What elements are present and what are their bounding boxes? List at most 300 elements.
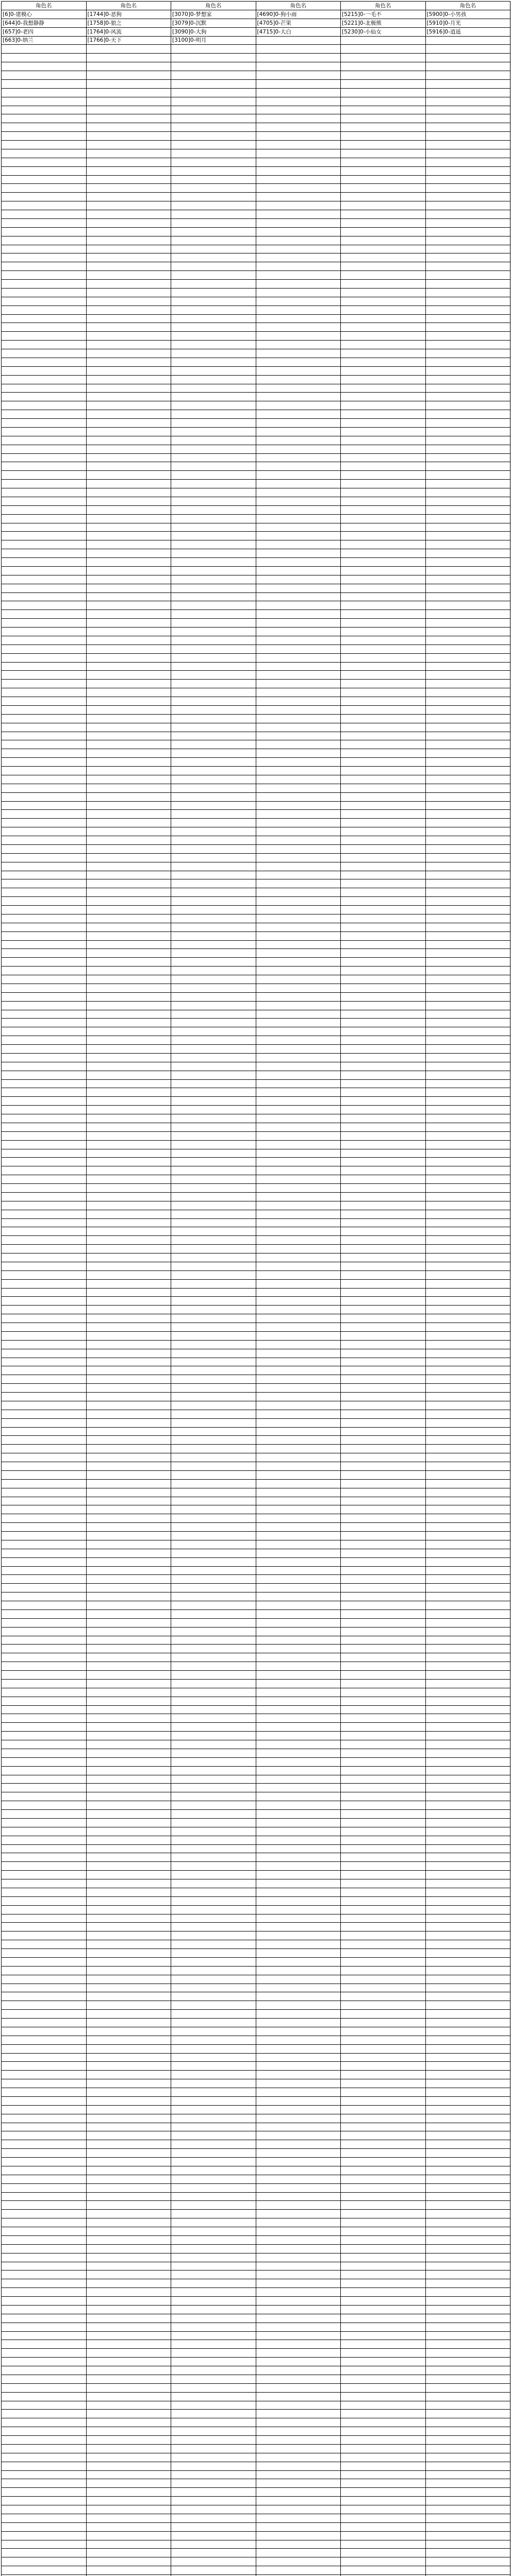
table-cell bbox=[171, 158, 256, 166]
table-cell bbox=[86, 271, 171, 280]
table-cell bbox=[425, 341, 510, 349]
table-cell bbox=[256, 967, 341, 975]
table-cell bbox=[425, 2227, 510, 2236]
table-cell bbox=[2, 1732, 87, 1740]
table-cell bbox=[171, 401, 256, 410]
table-cell bbox=[256, 1114, 341, 1123]
table-cell bbox=[171, 1384, 256, 1393]
table-cell bbox=[2, 1862, 87, 1871]
table-cell bbox=[425, 2071, 510, 2079]
table-cell bbox=[171, 2279, 256, 2288]
table-cell bbox=[341, 2470, 426, 2479]
table-cell bbox=[425, 575, 510, 584]
table-cell bbox=[256, 201, 341, 210]
table-cell bbox=[256, 97, 341, 106]
table-cell bbox=[2, 1192, 87, 1201]
table-cell bbox=[256, 1940, 341, 1949]
table-cell bbox=[425, 1427, 510, 1436]
table-cell bbox=[86, 1923, 171, 1931]
table-cell bbox=[341, 1636, 426, 1645]
table-row bbox=[2, 566, 510, 575]
table-cell bbox=[256, 358, 341, 366]
table-cell bbox=[86, 2314, 171, 2323]
table-cell bbox=[341, 1306, 426, 1314]
table-cell bbox=[86, 671, 171, 680]
table-cell bbox=[256, 940, 341, 949]
table-cell bbox=[171, 1766, 256, 1775]
table-cell bbox=[341, 2053, 426, 2062]
table-cell bbox=[256, 2557, 341, 2566]
table-cell bbox=[425, 844, 510, 853]
table-cell bbox=[341, 749, 426, 758]
table-cell bbox=[171, 1393, 256, 1401]
table-cell bbox=[341, 1557, 426, 1566]
table-cell bbox=[341, 2479, 426, 2488]
table-cell bbox=[86, 1792, 171, 1801]
table-cell bbox=[341, 1071, 426, 1079]
table-cell bbox=[425, 2210, 510, 2218]
table-cell bbox=[86, 1175, 171, 1184]
table-cell bbox=[425, 801, 510, 810]
table-cell bbox=[256, 610, 341, 619]
table-cell bbox=[86, 549, 171, 558]
table-row bbox=[2, 210, 510, 219]
table-row bbox=[2, 558, 510, 567]
table-cell bbox=[425, 149, 510, 158]
table-cell bbox=[256, 505, 341, 514]
table-cell bbox=[341, 2522, 426, 2531]
table-cell bbox=[425, 2358, 510, 2366]
table-row bbox=[2, 1992, 510, 2001]
table-cell bbox=[171, 1896, 256, 1905]
table-cell bbox=[256, 1853, 341, 1862]
table-cell bbox=[171, 1175, 256, 1184]
table-cell bbox=[2, 1462, 87, 1471]
table-cell bbox=[2, 984, 87, 992]
table-cell bbox=[2, 462, 87, 471]
table-cell bbox=[2, 1262, 87, 1270]
table-cell bbox=[86, 1479, 171, 1488]
table-cell bbox=[341, 271, 426, 280]
table-cell bbox=[86, 958, 171, 967]
table-cell bbox=[86, 1375, 171, 1384]
table-cell bbox=[171, 341, 256, 349]
table-cell bbox=[425, 1836, 510, 1844]
table-cell bbox=[341, 36, 426, 45]
table-cell bbox=[341, 1253, 426, 1262]
table-row bbox=[2, 767, 510, 775]
table-row bbox=[2, 1592, 510, 1601]
table-cell bbox=[256, 792, 341, 801]
table-cell bbox=[171, 2488, 256, 2497]
table-row bbox=[2, 1131, 510, 1140]
table-cell bbox=[256, 1844, 341, 1853]
table-row bbox=[2, 2305, 510, 2314]
table-cell bbox=[2, 1149, 87, 1158]
table-row bbox=[2, 1679, 510, 1688]
table-cell bbox=[341, 1192, 426, 1201]
table-cell bbox=[256, 514, 341, 523]
table-cell bbox=[425, 210, 510, 219]
table-cell bbox=[86, 967, 171, 975]
table-cell bbox=[171, 1497, 256, 1505]
table-cell bbox=[86, 2358, 171, 2366]
table-cell bbox=[425, 2166, 510, 2175]
table-cell bbox=[341, 975, 426, 984]
table-cell bbox=[171, 505, 256, 514]
table-cell bbox=[425, 2497, 510, 2505]
table-cell bbox=[171, 958, 256, 967]
table-cell bbox=[425, 740, 510, 749]
table-cell bbox=[171, 349, 256, 358]
table-row bbox=[2, 1331, 510, 1340]
table-cell bbox=[2, 2262, 87, 2270]
table-cell bbox=[2, 819, 87, 827]
table-row bbox=[2, 1636, 510, 1645]
table-cell bbox=[341, 784, 426, 792]
table-cell bbox=[341, 193, 426, 201]
table-cell bbox=[341, 1514, 426, 1523]
table-cell bbox=[171, 697, 256, 706]
table-cell bbox=[171, 1662, 256, 1671]
table-cell bbox=[425, 2270, 510, 2279]
table-cell bbox=[2, 166, 87, 175]
table-cell bbox=[425, 2183, 510, 2192]
table-row bbox=[2, 1488, 510, 1497]
table-cell bbox=[341, 1131, 426, 1140]
table-cell bbox=[256, 2349, 341, 2358]
table-row bbox=[2, 27, 510, 36]
table-cell bbox=[2, 1453, 87, 1462]
table-cell bbox=[86, 1323, 171, 1332]
table-cell: [5215]0-一毛不 bbox=[341, 10, 426, 19]
table-cell bbox=[425, 1609, 510, 1618]
table-cell bbox=[86, 1062, 171, 1071]
table-cell bbox=[171, 184, 256, 193]
table-cell bbox=[2, 1079, 87, 1088]
table-cell bbox=[256, 1149, 341, 1158]
table-row bbox=[2, 540, 510, 549]
table-cell bbox=[425, 1853, 510, 1862]
table-row bbox=[2, 2019, 510, 2027]
table-cell bbox=[425, 2010, 510, 2019]
table-cell bbox=[86, 688, 171, 697]
table-cell bbox=[2, 1279, 87, 1288]
table-cell bbox=[256, 575, 341, 584]
table-cell bbox=[86, 410, 171, 419]
table-cell bbox=[341, 888, 426, 897]
table-cell bbox=[425, 2349, 510, 2358]
table-cell bbox=[425, 714, 510, 723]
table-cell bbox=[341, 2340, 426, 2349]
table-cell bbox=[2, 1532, 87, 1540]
table-cell bbox=[341, 532, 426, 540]
table-cell bbox=[171, 906, 256, 914]
table-cell bbox=[256, 114, 341, 123]
table-cell bbox=[86, 505, 171, 514]
table-cell bbox=[256, 732, 341, 740]
table-cell bbox=[171, 1836, 256, 1844]
table-cell bbox=[425, 1393, 510, 1401]
table-cell bbox=[341, 358, 426, 366]
table-cell bbox=[2, 393, 87, 401]
table-cell bbox=[341, 758, 426, 767]
table-cell bbox=[256, 1340, 341, 1349]
table-row bbox=[2, 1966, 510, 1975]
table-cell bbox=[425, 306, 510, 314]
table-cell bbox=[86, 836, 171, 845]
table-cell bbox=[86, 1097, 171, 1106]
table-row bbox=[2, 1192, 510, 1201]
table-row bbox=[2, 1514, 510, 1523]
table-cell bbox=[256, 1566, 341, 1575]
table-cell bbox=[256, 2192, 341, 2201]
table-cell bbox=[256, 1505, 341, 1514]
table-cell bbox=[171, 862, 256, 871]
table-cell bbox=[425, 2244, 510, 2253]
table-cell bbox=[425, 297, 510, 306]
table-cell bbox=[256, 1627, 341, 1636]
table-cell bbox=[86, 906, 171, 914]
table-row bbox=[2, 1914, 510, 1923]
table-cell bbox=[171, 2010, 256, 2019]
table-row bbox=[2, 2201, 510, 2210]
table-row bbox=[2, 1384, 510, 1393]
table-cell bbox=[425, 505, 510, 514]
table-row bbox=[2, 306, 510, 314]
table-cell bbox=[2, 54, 87, 62]
table-row bbox=[2, 1853, 510, 1862]
table-cell bbox=[341, 967, 426, 975]
table-cell bbox=[86, 1245, 171, 1253]
table-cell bbox=[425, 1914, 510, 1923]
table-cell bbox=[86, 2392, 171, 2401]
table-cell bbox=[86, 1158, 171, 1166]
table-cell bbox=[341, 401, 426, 410]
table-cell bbox=[425, 975, 510, 984]
table-row bbox=[2, 810, 510, 819]
table-cell bbox=[171, 2314, 256, 2323]
table-cell bbox=[425, 1818, 510, 1827]
table-cell bbox=[425, 1375, 510, 1384]
table-row bbox=[2, 88, 510, 97]
table-cell bbox=[341, 2540, 426, 2549]
table-cell bbox=[86, 2044, 171, 2053]
table-cell bbox=[425, 1601, 510, 1610]
table-cell bbox=[2, 566, 87, 575]
table-row bbox=[2, 931, 510, 940]
table-cell bbox=[171, 2131, 256, 2140]
table-cell bbox=[425, 1957, 510, 1966]
table-cell bbox=[256, 1766, 341, 1775]
table-cell bbox=[2, 323, 87, 332]
table-cell bbox=[425, 2088, 510, 2097]
table-cell bbox=[341, 940, 426, 949]
table-cell bbox=[171, 1575, 256, 1584]
table-cell bbox=[86, 810, 171, 819]
table-cell bbox=[425, 1627, 510, 1636]
table-cell bbox=[171, 141, 256, 149]
table-cell bbox=[256, 1879, 341, 1888]
table-cell bbox=[256, 705, 341, 714]
table-cell bbox=[341, 1175, 426, 1184]
table-cell bbox=[171, 2401, 256, 2410]
table-row bbox=[2, 592, 510, 601]
table-cell bbox=[171, 1036, 256, 1045]
table-cell bbox=[171, 575, 256, 584]
table-cell bbox=[425, 323, 510, 332]
table-cell bbox=[171, 888, 256, 897]
table-cell bbox=[171, 480, 256, 488]
table-cell bbox=[256, 480, 341, 488]
table-cell bbox=[256, 2114, 341, 2123]
table-cell bbox=[86, 349, 171, 358]
table-row bbox=[2, 601, 510, 610]
table-cell bbox=[256, 236, 341, 245]
table-cell bbox=[425, 2053, 510, 2062]
table-cell bbox=[171, 2114, 256, 2123]
table-row bbox=[2, 288, 510, 297]
table-cell bbox=[2, 410, 87, 419]
table-cell bbox=[256, 2158, 341, 2166]
table-cell bbox=[171, 514, 256, 523]
table-cell bbox=[256, 1662, 341, 1671]
table-cell bbox=[341, 949, 426, 958]
table-cell bbox=[171, 2340, 256, 2349]
table-cell bbox=[2, 471, 87, 480]
table-cell bbox=[425, 749, 510, 758]
table-cell bbox=[2, 914, 87, 923]
table-cell bbox=[256, 584, 341, 592]
table-cell bbox=[86, 1071, 171, 1079]
table-cell bbox=[425, 940, 510, 949]
table-cell bbox=[2, 853, 87, 862]
table-cell bbox=[425, 523, 510, 532]
table-cell bbox=[256, 2027, 341, 2036]
table-cell bbox=[256, 1418, 341, 1427]
table-cell bbox=[171, 453, 256, 462]
table-cell bbox=[341, 332, 426, 341]
table-cell bbox=[171, 914, 256, 923]
table-cell bbox=[2, 2497, 87, 2505]
table-row bbox=[2, 1505, 510, 1514]
table-cell bbox=[171, 97, 256, 106]
table-cell bbox=[171, 714, 256, 723]
table-cell bbox=[341, 1279, 426, 1288]
table-cell bbox=[2, 2522, 87, 2531]
table-cell bbox=[341, 514, 426, 523]
table-cell bbox=[341, 636, 426, 645]
table-cell bbox=[341, 88, 426, 97]
table-cell bbox=[256, 958, 341, 967]
table-cell bbox=[2, 1497, 87, 1505]
table-cell bbox=[425, 1923, 510, 1931]
table-cell bbox=[86, 1540, 171, 1549]
table-cell bbox=[256, 427, 341, 436]
table-cell bbox=[171, 175, 256, 184]
table-cell bbox=[2, 775, 87, 784]
table-cell bbox=[171, 1601, 256, 1610]
table-cell bbox=[256, 2297, 341, 2306]
table-cell bbox=[2, 1775, 87, 1784]
table-cell bbox=[341, 2218, 426, 2227]
table-cell bbox=[425, 1027, 510, 1036]
table-row bbox=[2, 1653, 510, 1662]
table-cell bbox=[256, 1957, 341, 1966]
table-row bbox=[2, 2088, 510, 2097]
table-cell bbox=[86, 1766, 171, 1775]
table-row bbox=[2, 1045, 510, 1054]
table-cell bbox=[341, 2235, 426, 2244]
table-cell bbox=[171, 1314, 256, 1323]
table-cell bbox=[86, 210, 171, 219]
table-cell bbox=[2, 2088, 87, 2097]
table-cell bbox=[86, 2488, 171, 2497]
table-cell bbox=[425, 2001, 510, 2010]
table-cell bbox=[256, 1949, 341, 1958]
table-cell bbox=[86, 1853, 171, 1862]
table-cell bbox=[256, 45, 341, 54]
table-row bbox=[2, 2192, 510, 2201]
table-cell bbox=[425, 1740, 510, 1749]
table-cell: [657]0-老四 bbox=[2, 27, 87, 36]
table-row bbox=[2, 2514, 510, 2522]
table-cell bbox=[341, 1723, 426, 1732]
table-row bbox=[2, 2010, 510, 2019]
table-cell bbox=[425, 393, 510, 401]
table-cell bbox=[86, 871, 171, 879]
table-cell bbox=[425, 671, 510, 680]
table-cell bbox=[256, 245, 341, 253]
table-row bbox=[2, 2053, 510, 2062]
table-cell bbox=[2, 2470, 87, 2479]
table-cell bbox=[256, 1575, 341, 1584]
table-cell bbox=[171, 71, 256, 80]
table-cell bbox=[171, 1627, 256, 1636]
table-cell bbox=[171, 79, 256, 88]
table-cell bbox=[425, 2479, 510, 2488]
table-row bbox=[2, 2253, 510, 2262]
table-cell bbox=[425, 1723, 510, 1732]
table-cell bbox=[171, 1862, 256, 1871]
table-cell bbox=[86, 1609, 171, 1618]
table-cell bbox=[256, 558, 341, 567]
table-row bbox=[2, 1740, 510, 1749]
table-cell bbox=[256, 680, 341, 688]
table-cell bbox=[256, 592, 341, 601]
table-cell bbox=[341, 1184, 426, 1193]
table-cell bbox=[425, 584, 510, 592]
table-cell bbox=[86, 1436, 171, 1445]
table-cell bbox=[2, 575, 87, 584]
table-cell bbox=[256, 1523, 341, 1532]
table-cell bbox=[341, 410, 426, 419]
table-row bbox=[2, 975, 510, 984]
table-cell bbox=[2, 540, 87, 549]
table-cell bbox=[2, 1245, 87, 1253]
table-row bbox=[2, 2036, 510, 2044]
table-cell bbox=[2, 480, 87, 488]
table-cell bbox=[425, 1314, 510, 1323]
table-cell bbox=[2, 844, 87, 853]
table-cell bbox=[86, 2323, 171, 2331]
table-cell bbox=[425, 1966, 510, 1975]
table-cell bbox=[256, 758, 341, 767]
table-cell bbox=[341, 1010, 426, 1019]
table-cell bbox=[2, 671, 87, 680]
table-cell bbox=[256, 2444, 341, 2453]
table-cell bbox=[2, 1827, 87, 1836]
